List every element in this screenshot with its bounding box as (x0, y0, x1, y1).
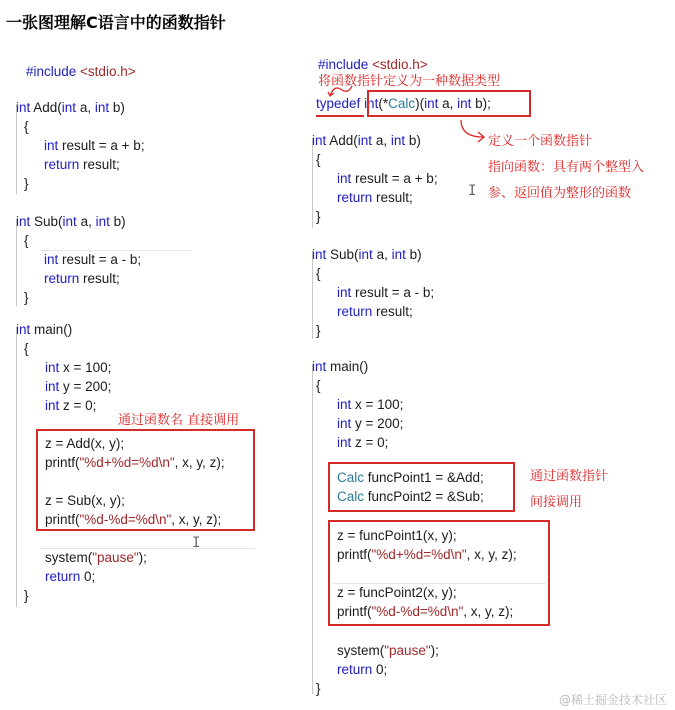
right-sub-body-2 (337, 302, 413, 321)
keyword: int (16, 322, 31, 337)
fold-line (312, 138, 313, 228)
right-main-z (337, 433, 388, 452)
string-literal: "%d-%d=%d\n" (79, 512, 172, 527)
code-text: z = 0; (59, 398, 97, 413)
code-text: b) (405, 133, 421, 148)
type-name: Calc (337, 470, 365, 485)
code-text: b) (109, 214, 126, 229)
keyword: int (45, 379, 60, 394)
right-main-y (337, 414, 403, 433)
right-call-funcpoint1: z = funcPoint1(x, y); (337, 528, 457, 543)
left-system-pause (45, 548, 147, 567)
right-main-signature (312, 357, 368, 376)
keyword: return (337, 304, 373, 319)
type-name: Calc (337, 489, 365, 504)
function-pointer-box (367, 90, 531, 117)
right-sub-signature (312, 245, 422, 264)
code-text: Add( (326, 133, 358, 148)
code-text: , x, y, z); (463, 604, 514, 619)
code-text: printf( (45, 455, 80, 470)
left-main-y (45, 377, 111, 396)
code-text: x = 100; (351, 397, 404, 412)
brace: } (316, 681, 321, 696)
keyword: int (337, 416, 352, 431)
keyword: int (457, 96, 472, 111)
string-literal: "%d+%d=%d\n" (371, 547, 467, 562)
page-title: 一张图理解C语言中的函数指针 (6, 13, 226, 32)
define-pointer-note: 定义一个函数指针 (488, 134, 593, 149)
keyword: int (61, 100, 77, 115)
left-add-body-2 (44, 155, 120, 174)
define-pointer-note-2: 指向函数：具有两个整型入 (488, 160, 645, 175)
string-literal: "pause" (384, 643, 431, 658)
brace: } (24, 290, 29, 305)
code-text: z = 0; (351, 435, 389, 450)
indirect-call-note: 通过函数指针 (530, 469, 609, 484)
fold-line (312, 364, 313, 694)
keyword: #include (318, 57, 373, 72)
keyword: return (337, 662, 373, 677)
code-text: (* (378, 96, 389, 111)
string-literal: "pause" (92, 550, 139, 565)
code-text: funcPoint1 = &Add; (364, 470, 484, 485)
right-add-body-1 (337, 169, 438, 188)
code-text: printf( (337, 547, 372, 562)
watermark: @稀土掘金技术社区 (558, 693, 667, 707)
keyword: #include (26, 64, 81, 79)
text-cursor-icon: I (468, 183, 477, 199)
keyword: int (62, 214, 77, 229)
header-name: <stdio.h> (372, 57, 428, 72)
left-printf-sub (45, 510, 221, 529)
keyword: int (312, 359, 327, 374)
keyword: int (364, 96, 379, 111)
code-text: result = a + b; (58, 138, 145, 153)
keyword: int (337, 397, 352, 412)
left-main-signature (16, 320, 72, 339)
typedef-note: 将函数指针定义为一种数据类型 (318, 74, 501, 89)
code-text: , x, y, z); (466, 547, 517, 562)
right-add-signature (312, 131, 421, 150)
keyword: return (44, 157, 80, 172)
left-return (45, 567, 95, 586)
code-text: result; (79, 157, 120, 172)
right-system-pause (337, 641, 439, 660)
fold-line (16, 327, 17, 607)
code-text: b) (405, 247, 422, 262)
fold-line (16, 104, 17, 194)
right-return (337, 660, 387, 679)
keyword: int (424, 96, 439, 111)
right-call-funcpoint2: z = funcPoint2(x, y); (337, 585, 457, 600)
code-text: 0; (80, 569, 96, 584)
left-main-z (45, 396, 96, 415)
code-text: main() (30, 322, 73, 337)
code-text: system( (45, 550, 93, 565)
keyword: int (337, 171, 352, 186)
left-sub-signature (16, 212, 126, 231)
brace: } (316, 209, 321, 224)
code-text: result; (79, 271, 120, 286)
code-text: funcPoint2 = &Sub; (364, 489, 484, 504)
keyword: int (312, 133, 327, 148)
code-text: printf( (45, 512, 80, 527)
header-name: <stdio.h> (80, 64, 136, 79)
left-printf-add (45, 453, 225, 472)
keyword: return (44, 271, 80, 286)
code-text: a, (438, 96, 458, 111)
brace: { (316, 266, 321, 281)
keyword: int (391, 247, 406, 262)
define-pointer-note-3: 参、返回值为整形的函数 (488, 186, 632, 201)
left-call-sub: z = Sub(x, y); (45, 493, 125, 508)
right-funcpoint1-decl (337, 468, 484, 487)
code-text: result = a - b; (58, 252, 142, 267)
keyword: int (390, 133, 406, 148)
code-text: a, (76, 214, 96, 229)
typedef-underline (316, 115, 364, 117)
string-literal: "%d-%d=%d\n" (371, 604, 464, 619)
brace: } (24, 588, 29, 603)
fold-line (312, 251, 313, 339)
right-sub-body-1 (337, 283, 434, 302)
keyword: int (95, 214, 110, 229)
keyword: int (312, 247, 327, 262)
right-printf-sub (337, 602, 513, 621)
keyword: int (44, 138, 59, 153)
code-text: )( (415, 96, 425, 111)
left-include-line (26, 62, 136, 81)
code-text: a, (76, 100, 95, 115)
code-text: a, (372, 133, 391, 148)
right-printf-add (337, 545, 517, 564)
keyword: int (16, 100, 31, 115)
code-text: b) (109, 100, 125, 115)
code-text: system( (337, 643, 385, 658)
code-text: Sub( (326, 247, 359, 262)
code-text: main() (326, 359, 369, 374)
string-literal: "%d+%d=%d\n" (79, 455, 175, 470)
keyword: int (45, 360, 60, 375)
code-text: Add( (30, 100, 62, 115)
left-sub-body-1 (44, 250, 141, 269)
keyword: return (337, 190, 373, 205)
code-text: result = a - b; (351, 285, 435, 300)
text-cursor-icon: I (192, 535, 201, 551)
left-add-signature (16, 98, 125, 117)
keyword: int (45, 398, 60, 413)
code-text: b); (471, 96, 491, 111)
brace: { (316, 378, 321, 393)
brace: } (24, 176, 29, 191)
keyword: int (44, 252, 59, 267)
keyword: int (16, 214, 31, 229)
right-add-body-2 (337, 188, 413, 207)
right-funcpoint2-decl (337, 487, 484, 506)
code-text: y = 200; (351, 416, 404, 431)
brace: { (316, 152, 321, 167)
keyword: int (94, 100, 110, 115)
brace: } (316, 323, 321, 338)
keyword: return (45, 569, 81, 584)
brace: { (24, 341, 29, 356)
code-text: ); (138, 550, 147, 565)
code-text: , x, y, z); (174, 455, 225, 470)
keyword: int (357, 133, 373, 148)
left-call-add: z = Add(x, y); (45, 436, 125, 451)
indirect-call-note-2: 间接调用 (530, 495, 583, 510)
keyword: typedef (316, 96, 361, 111)
code-text: a, (372, 247, 392, 262)
left-main-x (45, 358, 111, 377)
code-text: result = a + b; (351, 171, 438, 186)
code-text: Sub( (30, 214, 63, 229)
fold-line (16, 218, 17, 306)
right-main-x (337, 395, 403, 414)
code-text: x = 100; (59, 360, 112, 375)
code-text: printf( (337, 604, 372, 619)
keyword: int (358, 247, 373, 262)
code-text: ); (430, 643, 439, 658)
brace: { (24, 119, 29, 134)
code-text: 0; (372, 662, 388, 677)
left-add-body-1 (44, 136, 145, 155)
keyword: int (337, 435, 352, 450)
left-sub-body-2 (44, 269, 120, 288)
code-text: y = 200; (59, 379, 112, 394)
code-text: , x, y, z); (171, 512, 222, 527)
code-text: result; (372, 190, 413, 205)
keyword: int (337, 285, 352, 300)
type-name: Calc (388, 96, 416, 111)
brace: { (24, 233, 29, 248)
code-text: result; (372, 304, 413, 319)
direct-call-note: 通过函数名 直接调用 (118, 413, 240, 428)
